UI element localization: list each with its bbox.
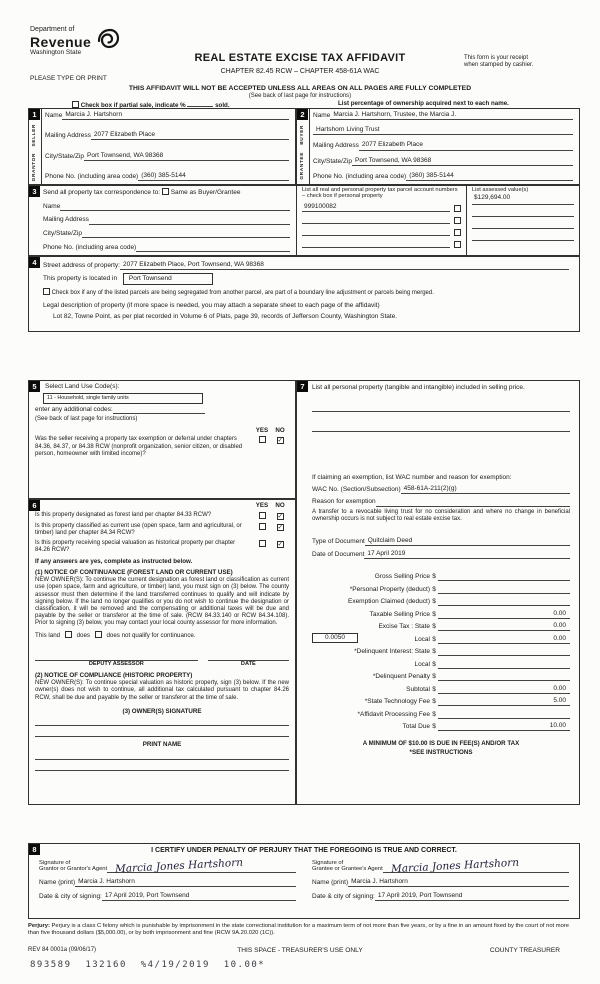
- certify-statement: I CERTIFY UNDER PENALTY OF PERJURY THAT THE FOREGOING IS TRUE AND CORRECT.: [151, 847, 457, 854]
- delinquent-penalty-field[interactable]: [438, 673, 570, 681]
- correspondence-address-field[interactable]: [89, 217, 290, 225]
- dollar-sign: $: [432, 610, 436, 618]
- title-block: [140, 52, 460, 77]
- buyer-side-label-top: BUYER: [300, 124, 305, 145]
- money-label: Taxable Selling Price: [369, 610, 430, 618]
- signature-of-label: Signature of: [39, 859, 71, 866]
- buyer-city-field[interactable]: Port Townsend, WA 98368: [352, 157, 573, 166]
- does-checkbox[interactable]: [65, 631, 72, 638]
- forest-land-question-row: [35, 512, 289, 521]
- seller-name-label: Name: [45, 112, 63, 119]
- buyer-city-row: [313, 157, 573, 166]
- cashier-receipt-stamp: 893589 132160 %4/19/2019 10.00*: [30, 960, 266, 970]
- buyer-phone-row: [313, 172, 573, 181]
- grantee-signature: Marcia Jones Hartshorn: [390, 856, 519, 876]
- partial-sale-percent-field[interactable]: [187, 100, 213, 107]
- receipt-note-line1: This form is your receipt: [464, 55, 529, 61]
- excise-tax-local-row: [312, 631, 570, 644]
- wac-label: WAC No. (Section/Subsection): [312, 486, 401, 494]
- ownership-note: List percentage of ownership acquired next to each name.: [338, 100, 509, 107]
- seller-phone-label: Phone No. (including area code): [45, 172, 139, 180]
- local-rate-box: 0.0050: [312, 633, 358, 643]
- correspondence-name-label: Name: [43, 202, 61, 210]
- correspondence-name-field[interactable]: [60, 203, 290, 211]
- document-date-field[interactable]: 17 April 2019: [364, 550, 570, 559]
- buyer-phone-label: Phone No. (including area code): [313, 172, 407, 180]
- see-back-note-5: (See back of last page for instructions): [35, 416, 138, 422]
- buyer-side-strip: [297, 109, 310, 184]
- segregated-checkbox[interactable]: [43, 288, 50, 295]
- seller-side-strip: [29, 109, 42, 184]
- partial-sale-sold-label: sold.: [215, 102, 230, 109]
- parcel-number-field[interactable]: 999100082: [302, 203, 450, 212]
- personal-property-label: List all personal property (tangible and intangible) included in selling price.: [312, 384, 525, 391]
- deputy-date-field[interactable]: [208, 653, 289, 661]
- no-column-header: NO: [275, 502, 285, 509]
- qualify-label: qualify for continuance.: [131, 631, 196, 639]
- money-label: *Personal Property (deduct): [349, 585, 430, 593]
- reason-row: [312, 498, 570, 506]
- street-address-label: Street address of property:: [43, 262, 120, 269]
- wac-number-field[interactable]: 458-61A-211(2)(g): [401, 485, 570, 494]
- delinquent-interest-state-field[interactable]: [438, 648, 570, 656]
- street-address-field[interactable]: 2077 Elizabeth Place, Port Townsend, WA 98368: [120, 261, 569, 270]
- parcel-number-field-3[interactable]: [302, 235, 450, 236]
- affidavit-processing-fee-field[interactable]: [438, 711, 570, 719]
- money-label: *Delinquent Penalty: [372, 673, 430, 681]
- certification-section: [28, 843, 580, 919]
- logo-department-of: Department of: [30, 26, 75, 33]
- seller-side-label-top: SELLER: [32, 124, 37, 147]
- money-label: *Delinquent Interest: State: [354, 648, 430, 656]
- affidavit-processing-fee-row: [312, 706, 570, 719]
- parcel-column: [297, 186, 467, 255]
- seller-name-field[interactable]: Marcia J. Hartshorn: [62, 111, 289, 120]
- grantee-signature-block: [312, 856, 569, 901]
- personal-property-field-2[interactable]: [312, 421, 570, 432]
- acceptance-notice: THIS AFFIDAVIT WILL NOT BE ACCEPTED UNLESS ALL AREAS ON ALL PAGES ARE FULLY COMPLETED: [128, 85, 472, 92]
- buyer-address-label: Mailing Address: [313, 142, 359, 150]
- grantor-signature-label: [39, 860, 107, 873]
- correspondence-address-row: [43, 216, 290, 224]
- buyer-side-label-bottom: GRANTEE: [300, 152, 305, 181]
- does-label: does: [76, 631, 90, 639]
- legal-description-label: Legal description of property (if more space is needed, you may attach a separate sheet to each page of the affidavit): [43, 301, 380, 309]
- seller-address-row: [45, 131, 289, 140]
- perjury-label: Perjury:: [28, 923, 50, 929]
- signature-columns: [39, 856, 569, 901]
- notice-compliance-title: (2) NOTICE OF COMPLIANCE (HISTORIC PROPERTY): [35, 671, 193, 679]
- additional-codes-label: enter any additional codes:: [35, 405, 113, 413]
- grantee-signature-label: [312, 860, 383, 873]
- grantor-print-name-row: [39, 878, 296, 887]
- yes-cell: [253, 512, 271, 521]
- seller-side-label-bottom: GRANTOR: [32, 152, 37, 181]
- minimum-due-line2: *SEE INSTRUCTIONS: [409, 748, 473, 756]
- form-chapter: CHAPTER 82.45 RCW – CHAPTER 458-61A WAC: [220, 67, 380, 75]
- personal-property-deduct-field[interactable]: [438, 586, 570, 594]
- document-type-label: Type of Document: [312, 537, 365, 545]
- assessed-value-field-3[interactable]: [472, 218, 574, 229]
- seller-city-label: City/State/Zip: [45, 152, 85, 160]
- delinquent-interest-local-row: [312, 656, 570, 669]
- classification-section: [28, 499, 296, 805]
- segregated-label: Check box if any of the listed parcels are being segregated from another parcel, are part of a boundary line adjustment or parcels being merged.: [51, 290, 434, 297]
- seller-city-field[interactable]: Port Townsend, WA 98368: [84, 152, 289, 161]
- delinquent-interest-local-field[interactable]: [438, 661, 570, 669]
- deputy-date-label: DATE: [240, 660, 256, 667]
- county-treasurer-label: COUNTY TREASURER: [489, 947, 560, 954]
- section-3-badge: 3: [29, 186, 40, 197]
- send-correspondence-label: Send all property tax correspondence to:: [43, 189, 161, 196]
- dollar-sign: $: [432, 660, 436, 668]
- assessed-value-header: List assessed value(s): [472, 187, 529, 193]
- assessed-value-field-2[interactable]: [472, 206, 574, 217]
- correspondence-city-row: [43, 230, 290, 238]
- excise-tax-local-field[interactable]: 0.00: [438, 635, 570, 644]
- section-2-badge: 2: [297, 109, 308, 120]
- land-use-code-field[interactable]: 11 - Household, single family units: [43, 393, 203, 404]
- parcel-personal-checkbox-1[interactable]: [454, 205, 461, 212]
- correspondence-city-label: City/State/Zip: [43, 230, 83, 238]
- please-type-or-print: PLEASE TYPE OR PRINT: [30, 75, 107, 82]
- reason-field[interactable]: [376, 499, 570, 507]
- owners-signature-title: (3) OWNER(S) SIGNATURE: [122, 707, 202, 715]
- total-due-row: [312, 719, 570, 732]
- current-use-yes-checkbox[interactable]: [259, 523, 266, 530]
- seller-address-field[interactable]: 2077 Elizabeth Place: [91, 131, 289, 140]
- dollar-sign: $: [432, 710, 436, 718]
- parcel-row-3: [302, 225, 461, 236]
- form-revision-number: REV 84 0001a (09/06/17): [28, 947, 97, 953]
- no-cell: [271, 540, 289, 548]
- excise-tax-state-field[interactable]: 0.00: [438, 622, 570, 631]
- grantor-print-name-field[interactable]: Marcia J. Hartshorn: [75, 878, 296, 887]
- money-label: Gross Selling Price: [374, 573, 430, 581]
- treasurer-space-label: THIS SPACE - TREASURER'S USE ONLY: [237, 947, 363, 954]
- form-title: REAL ESTATE EXCISE TAX AFFIDAVIT: [194, 52, 406, 64]
- land-use-section: [28, 380, 296, 499]
- located-row: [43, 273, 569, 285]
- parcel-row-2: [302, 213, 461, 224]
- this-land-label: This land: [35, 631, 61, 639]
- yes-cell: [253, 523, 271, 532]
- money-label: *Affidavit Processing Fee: [357, 710, 430, 718]
- grantor-print-name-label: Name (print): [39, 878, 76, 886]
- minimum-due-note: [312, 740, 570, 757]
- deputy-assessor-sign-lines: [35, 653, 289, 661]
- money-label: Total Due: [402, 723, 430, 731]
- grantee-print-name-label: Name (print): [312, 878, 349, 886]
- logo-revenue: Revenue: [30, 33, 92, 50]
- current-use-question: Is this property classified as current use (open space, farm and agricultural, or timber) land per chapter 84.34 RCW?: [35, 522, 242, 537]
- grantor-date-label: Date & city of signing:: [39, 893, 102, 900]
- historic-property-question: Is this property receiving special valuation as historical property per chapter 84.26 RCW?: [35, 539, 236, 554]
- money-label: Excise Tax : State: [378, 623, 430, 631]
- yes-column-header: YES: [255, 502, 269, 509]
- grantee-agent-label: Grantee or Grantee's Agent: [312, 866, 383, 873]
- see-back-note: (See back of last page for instructions): [248, 93, 352, 99]
- assessed-value-field[interactable]: $129,694.00: [472, 194, 574, 205]
- forest-yes-checkbox[interactable]: [259, 512, 266, 519]
- no-cell: [271, 523, 289, 531]
- parcel-personal-checkbox-3[interactable]: [454, 229, 461, 236]
- grantee-print-name-row: [312, 878, 569, 887]
- taxable-selling-price-row: [312, 606, 570, 619]
- buyer-city-label: City/State/Zip: [313, 157, 353, 165]
- buyer-section: [296, 108, 580, 185]
- additional-codes-row: [35, 406, 205, 414]
- subtotal-field[interactable]: 0.00: [438, 685, 570, 694]
- located-value-box[interactable]: Port Townsend: [123, 273, 213, 285]
- yes-cell: [253, 540, 271, 549]
- dollar-sign: $: [432, 635, 436, 643]
- buyer-phone-field[interactable]: (360) 385-5144: [406, 172, 573, 181]
- no-column-header: NO: [275, 426, 285, 434]
- print-name-label: PRINT NAME: [142, 741, 182, 749]
- grantee-signature-row: [312, 856, 569, 876]
- current-use-question-row: [35, 523, 289, 538]
- delinquent-interest-state-row: [312, 644, 570, 657]
- money-label: Subtotal: [406, 685, 430, 693]
- logo-washington-state: Washington State: [30, 49, 82, 57]
- excise-tax-state-row: [312, 619, 570, 632]
- correspondence-phone-field[interactable]: [136, 244, 290, 252]
- grantee-date-row: [312, 892, 569, 901]
- additional-codes-field[interactable]: [113, 406, 205, 414]
- yes-no-header-6: [35, 502, 289, 510]
- reason-label: Reason for exemption: [312, 498, 376, 506]
- section-7-badge: 7: [297, 381, 308, 392]
- exemption-deferral-question: Was the seller receiving a property tax exemption or deferral under chapters 84.36, 84.37, or 84.38 RCW (nonprofit organization, senior citizen, or disabled person, homeowner with limited income)?: [35, 436, 243, 458]
- buyer-address-field[interactable]: 2077 Elizabeth Place: [359, 141, 573, 150]
- wac-row: [312, 485, 570, 494]
- grantee-signature-field[interactable]: [383, 856, 569, 876]
- property-address-section: [28, 256, 580, 332]
- legal-description-value: Lot 82, Towne Point, as per plat recorded in Volume 6 of Plats, page 39, records of Jefferson County, Washington State.: [53, 312, 398, 320]
- document-date-label: Date of Document: [312, 550, 365, 558]
- deputy-assessor-labels: [35, 661, 289, 668]
- money-label: Local: [414, 635, 430, 643]
- no-cell: [271, 512, 289, 520]
- section-5-badge: 5: [29, 381, 40, 392]
- dor-swirl-icon: [96, 27, 120, 51]
- grantor-signature-field[interactable]: [107, 856, 296, 876]
- deputy-assessor-label: DEPUTY ASSESSOR: [88, 660, 144, 667]
- current-use-no-checkbox[interactable]: ✓: [277, 523, 283, 531]
- section-6-badge: 6: [29, 500, 40, 511]
- document-date-row: [312, 550, 570, 559]
- partial-sale-checkbox[interactable]: [72, 101, 79, 108]
- correspondence-parcel-section: [28, 185, 580, 256]
- yes-cell: [253, 436, 271, 445]
- dollar-sign: $: [432, 673, 436, 681]
- document-type-row: [312, 537, 570, 546]
- correspondence-name-row: [43, 203, 290, 211]
- state-technology-fee-field[interactable]: 5.00: [438, 697, 570, 706]
- document-type-field[interactable]: Quitclaim Deed: [365, 537, 570, 546]
- forest-no-checkbox[interactable]: ✓: [277, 512, 283, 520]
- dollar-sign: $: [432, 598, 436, 606]
- notice-continuance-title: (1) NOTICE OF CONTINUANCE (FOREST LAND OR CURRENT USE): [35, 568, 233, 576]
- seller-section: [28, 108, 296, 185]
- tax-computation-section: [296, 380, 580, 805]
- perjury-statement: [28, 923, 580, 937]
- deputy-assessor-signature-field[interactable]: [35, 653, 198, 661]
- signature-of-label: Signature of: [312, 859, 344, 866]
- grantee-date-label: Date & city of signing:: [312, 893, 375, 900]
- personal-property-deduct-row: [312, 581, 570, 594]
- owner-signature-field-2[interactable]: [35, 726, 289, 737]
- receipt-note: [464, 55, 576, 69]
- located-label: This property is located in: [43, 275, 118, 283]
- notice-compliance-text: NEW OWNER(S): To continue special valuation as historic property, sign (3) below. If the new owner(s) does not wish to continue, all additional tax calculated pursuant to chapter 84.26 RCW, shall be due and payable by the seller or transferor at the time of sale.: [35, 680, 289, 701]
- grantor-signature: Marcia Jones Hartshorn: [114, 856, 244, 876]
- buyer-name-field-line2[interactable]: Hartshorn Living Trust: [313, 126, 573, 135]
- taxable-selling-price-field[interactable]: 0.00: [438, 610, 570, 619]
- parcel-header: List all real and personal property tax parcel account numbers – check box if personal property: [302, 187, 458, 200]
- seller-city-row: [45, 152, 289, 161]
- same-as-buyer-label: Same as Buyer/Grantee: [170, 189, 241, 196]
- correspondence-phone-label: Phone No. (including area code): [43, 243, 137, 251]
- section-8-badge: 8: [29, 844, 40, 855]
- grantor-date-field[interactable]: 17 April 2019, Port Townsend: [102, 892, 296, 901]
- spacer: [312, 432, 570, 474]
- parcel-number-field-4[interactable]: [302, 247, 450, 248]
- land-use-title: Select Land Use Code(s):: [45, 383, 120, 390]
- segregated-row: [43, 288, 569, 298]
- exemption-yes-checkbox[interactable]: [259, 436, 266, 443]
- assessed-value-column: [467, 186, 579, 255]
- total-due-field[interactable]: 10.00: [438, 722, 570, 731]
- dollar-sign: $: [432, 585, 436, 593]
- dor-logo: [30, 26, 91, 58]
- forest-land-question: Is this property designated as forest land per chapter 84.33 RCW?: [35, 511, 212, 518]
- partial-sale-label: Check box if partial sale, indicate %: [80, 102, 186, 109]
- exemption-no-checkbox[interactable]: ✓: [277, 437, 283, 445]
- exemption-claim-label: If claiming an exemption, list WAC number and reason for exemption:: [312, 474, 512, 482]
- owner-signature-field-1[interactable]: [35, 715, 289, 726]
- parcel-row-4: [302, 237, 461, 248]
- dollar-sign: $: [432, 648, 436, 656]
- assessed-value-field-4[interactable]: [472, 230, 574, 241]
- parcel-personal-checkbox-4[interactable]: [454, 241, 461, 248]
- parcel-row-1: [302, 201, 461, 212]
- yes-no-header-5: [35, 427, 289, 435]
- same-as-buyer-checkbox[interactable]: [162, 188, 169, 195]
- state-technology-fee-row: [312, 694, 570, 707]
- print-name-field-1[interactable]: [35, 749, 289, 760]
- personal-property-field-1[interactable]: [312, 401, 570, 412]
- grantor-date-row: [39, 892, 296, 901]
- historic-no-checkbox[interactable]: ✓: [277, 540, 283, 548]
- gross-selling-price-row: [312, 569, 570, 582]
- perjury-text: Perjury is a class C felony which is punishable by imprisonment in the state correctional institution for a maximum term of not more than five years, or by a fine in an amount fixed by the court of not more than five thousand dollars ($5,000.00), or by both imprisonment and fine (RCW 9A.20.020 (1C)).: [28, 923, 569, 937]
- correspondence-column: [29, 186, 297, 255]
- spacer: [312, 559, 570, 569]
- dollar-sign: $: [432, 623, 436, 631]
- does-not-checkbox[interactable]: [95, 631, 102, 638]
- grantor-signature-block: [39, 856, 296, 901]
- section-1-badge: 1: [29, 109, 40, 120]
- dollar-sign: $: [432, 573, 436, 581]
- yes-column-header: YES: [255, 426, 269, 434]
- subtotal-row: [312, 681, 570, 694]
- delinquent-penalty-row: [312, 669, 570, 682]
- grantor-agent-label: Grantor or Grantor's Agent: [39, 866, 108, 873]
- seller-phone-field[interactable]: (360) 385-5144: [138, 172, 289, 181]
- continuance-qualify-row: [35, 631, 289, 640]
- dollar-sign: $: [432, 685, 436, 693]
- parcel-personal-checkbox-2[interactable]: [454, 217, 461, 224]
- street-address-row: [43, 261, 569, 270]
- correspondence-phone-row: [43, 244, 290, 252]
- correspondence-address-label: Mailing Address: [43, 216, 89, 224]
- exemption-claimed-field[interactable]: [438, 598, 570, 606]
- money-label: Exemption Claimed (deduct): [347, 598, 430, 606]
- gross-selling-price-field[interactable]: [438, 573, 570, 581]
- grantee-date-field[interactable]: 17 April 2019, Port Townsend: [375, 892, 569, 901]
- buyer-name-label: Name: [313, 112, 331, 119]
- seller-address-label: Mailing Address: [45, 132, 91, 140]
- historic-yes-checkbox[interactable]: [259, 540, 266, 547]
- parcel-number-field-2[interactable]: [302, 223, 450, 224]
- money-label: Local: [414, 660, 430, 668]
- minimum-due-line1: A MINIMUM OF $10.00 IS DUE IN FEE(S) AND/OR TAX: [362, 740, 520, 748]
- grantee-print-name-field[interactable]: Marcia J. Hartshorn: [348, 878, 569, 887]
- reason-text: A transfer to a revocable living trust for no consideration and where no change in beneficial ownership occurs is not subject to real estate excise tax.: [312, 508, 570, 522]
- buyer-address-row: [313, 141, 573, 150]
- correspondence-send-row: [43, 188, 290, 197]
- seller-fields: [45, 111, 289, 181]
- money-label: *State Technology Fee: [364, 698, 430, 706]
- spacer: [312, 523, 570, 537]
- exemption-claimed-row: [312, 594, 570, 607]
- seller-name-row: [45, 111, 289, 120]
- dollar-sign: $: [432, 723, 436, 731]
- does-not-label: does not: [106, 631, 131, 639]
- print-name-field-2[interactable]: [35, 760, 289, 771]
- buyer-name-field[interactable]: Marcia J. Hartshorn, Trustee, the Marcia J.: [330, 111, 573, 120]
- dollar-sign: $: [432, 698, 436, 706]
- buyer-name-row: [313, 111, 573, 120]
- buyer-fields: [313, 111, 573, 181]
- notice-continuance-text: NEW OWNER(S): To continue the current designation as forest land or classification as current use (open space, farm and agriculture, or timber) land, you must sign on (3) below. The county assessor must then determine if the land transferred continues to qualify and will indicate by signing below. If the land no longer qualifies or you do not wish to continue the designation or classification, it will be removed and the compensating or additional taxes will be due and payable by the seller or transferor at the time of sale. (RCW 84.33.140 or RCW 84.34.108). Prior to signing (3) below, you may contact your local county assessor for more information.: [35, 577, 289, 626]
- seller-phone-row: [45, 172, 289, 181]
- exemption-deferral-question-row: [35, 436, 289, 459]
- grantor-signature-row: [39, 856, 296, 876]
- correspondence-city-field[interactable]: [82, 230, 290, 238]
- if-yes-instruction: If any answers are yes, complete as instructed below.: [35, 557, 193, 565]
- receipt-note-line2: when stamped by cashier.: [464, 62, 534, 69]
- no-cell: [271, 436, 289, 444]
- section-4-badge: 4: [29, 257, 40, 268]
- historic-property-question-row: [35, 540, 289, 555]
